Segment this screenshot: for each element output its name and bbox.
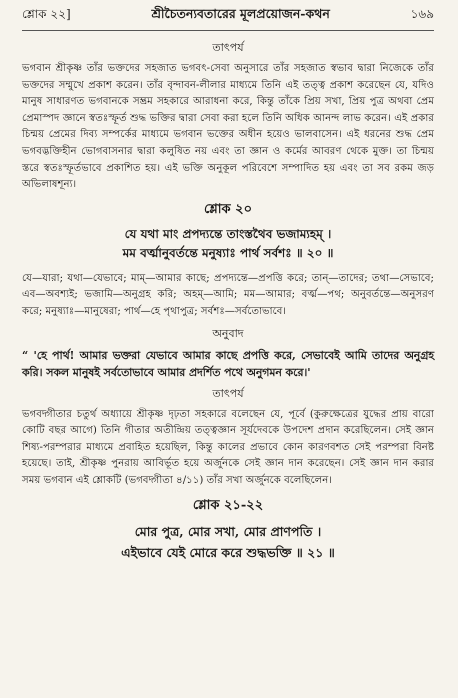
purport-title-2: তাৎপর্য (212, 386, 244, 400)
verse-20-translation: “ 'হে পার্থ! আমার ভক্তরা যেভাবে আমার কাছে প্রপত্তি করে, সেভাবেই আমি তাদের অনুগ্রহ করি। সকল মানুষই সর্বতোভাবে আমার প্রদর্শিত পথে অনুগমন করে।' (22, 348, 434, 379)
verse-21-22-heading: শ্লোক ২১-২২ (192, 497, 264, 513)
verse-20-line-1: যে যথা মাং প্রপদ্যন্তে তাংস্তথৈব ভজাম্যহম্ । (124, 226, 332, 241)
header-rule (22, 30, 434, 31)
verse-20-synonyms: যে—যারা; যথা—যেভাবে; মাম্—আমার কাছে; প্রপদ্যন্তে—প্রপত্তি করে; তান্—তাদের; তথা—সেভাবে; এব—অবশ্যই; ভজামি—অনুগ্রহ করি; অহম্—আমি; মম—আমার; বর্ত্ম—পথ; অনুবর্তন্তে—অনুসরণ করে; মনুষ্যাঃ—মানুষেরা; পার্থ—হে পৃথাপুত্র; সর্বশঃ—সর্বতোভাবে। (22, 272, 434, 317)
purport-paragraph-2: ভগবদ্গীতার চতুর্থ অধ্যায়ে শ্রীকৃষ্ণ দৃঢ়তা সহকারে বলেছেন যে, পূর্বে (কুরুক্ষেত্রের যুদ্ধের প্রায় বারো কোটি বছর আগে) তিনি গীতার অতীন্দ্রিয় তত্ত্বজ্ঞান সূর্যদেবকে উপদেশ প্রদান করেছিলেন। সেই জ্ঞান শিষ্য-পরম্পরার মাধ্যমে প্রবাহিত হয়েছিল, কিন্তু কালের প্রভাবে কোন কারণবশত সেই পরম্পরা বিনষ্ট হয়েছে। তাই, শ্রীকৃষ্ণ পুনরায় আবির্ভূত হয়ে অর্জুনকে সেই জ্ঞান দান করেছেন। সেই জ্ঞান দান করার সময় ভগবান এই শ্লোকটি (ভগবদ্গীতা ৪/১১) তাঁর সখা অর্জুনকে বলেছিলেন। (22, 408, 434, 486)
verse-20-heading: শ্লোক ২০ (203, 201, 253, 217)
translation-title: অনুবাদ (212, 326, 244, 340)
verse-21-22-block (22, 496, 434, 563)
header-page-number: ১৬৯ (410, 7, 434, 21)
purport-title: তাৎপর্য (212, 41, 244, 54)
verse-21-line-1: মোর পুত্র, মোর সখা, মোর প্রাণপতি । (134, 523, 322, 539)
verse-21-line-2: এইভাবে যেই মোরে করে শুদ্ধভক্তি ॥ ২১ ॥ (121, 544, 335, 560)
purport-paragraph: ভগবান শ্রীকৃষ্ণ তাঁর ভক্তদের সহজাত ভগবৎ-সেবা অনুসারে তাঁর সহজাত স্বভাব দ্বারা নিজেকে তাঁর ভক্তদের সম্মুখে প্রকাশ করেন। তাঁর বৃন্দাবন-লীলার মাধ্যমে তিনি এই তত্ত্ব প্রকাশ করেছেন যে, যদিও মানুষ সাধারণত ভগবানকে সম্ভ্রম সহকারে আরাধনা করে, কিন্তু তাঁকে প্রিয় সখা, প্রিয় পুত্র অথবা প্রেম প্রেমাস্পদ জ্ঞানে স্বতঃস্ফূর্ত শুদ্ধ ভক্তির দ্বারা সেবা করা হলে তিনি অধিক আনন্দ লাভ করেন। এই প্রকার চিন্ময় প্রেমের দিব্য সম্পর্কের মাধ্যমে ভগবান ভক্তের অধীন হয়েও ভালবাসেন। এই ধরনের শুদ্ধ প্রেম ভগবদ্ভক্তিহীন ভোগবাসনার দ্বারা কলুষিত নয় এবং তা জ্ঞান ও কর্মের আবরণ থেকে মুক্ত। তা চিন্ময় স্তরে স্বতঃস্ফূর্তভাবে প্রকাশিত হয়। এই ভক্তি অনুকূল পরিবেশে সম্পাদিত হয় এবং তা সব রকম জড় অভিলাষশূন্য। (22, 63, 434, 191)
header-verse-ref: শ্লোক ২২] (22, 7, 71, 21)
page-header (22, 6, 434, 28)
verse-20-line-2: মম বর্ত্মানুবর্তন্তে মনুষ্যাঃ পার্থ সর্বশঃ ॥ ২০ ॥ (122, 245, 334, 260)
header-chapter-title: শ্রীচৈতন্যবতারের মূলপ্রয়োজন-কথন (151, 6, 330, 21)
